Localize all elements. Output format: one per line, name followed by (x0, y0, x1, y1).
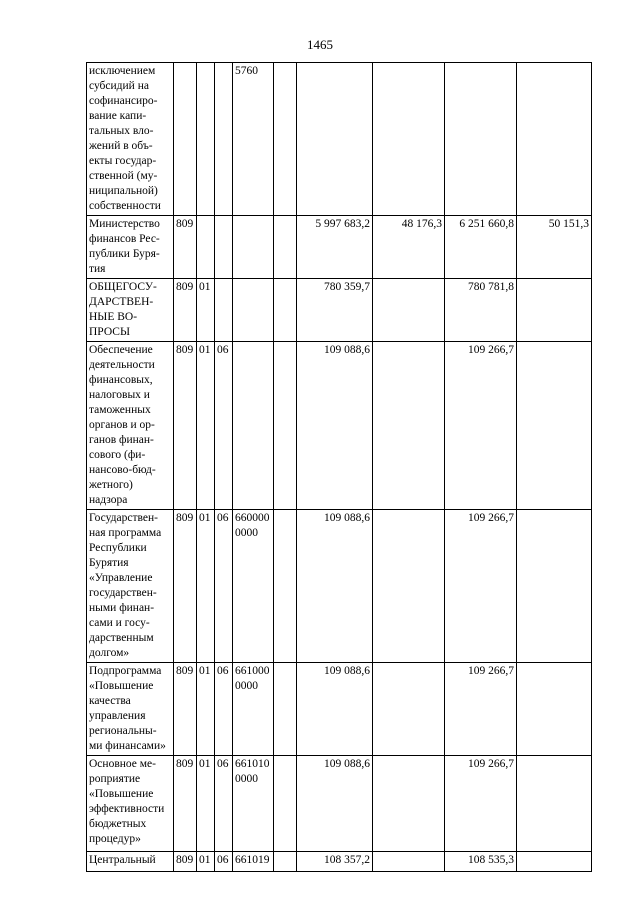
row-name-line: финансов Рес- (89, 233, 160, 245)
row-name-line: «Управление (89, 572, 153, 584)
rz-code: 01 (197, 510, 215, 663)
row-name-line: сами и госу- (89, 617, 150, 629)
amount-3: 109 266,7 (445, 510, 517, 663)
page-number: 1465 (307, 37, 333, 52)
rz-code: 01 (197, 342, 215, 510)
amount-4 (517, 342, 592, 510)
amount-1: 109 088,6 (297, 663, 373, 756)
row-name-line: Государствен- (89, 512, 158, 524)
row-name (87, 510, 174, 663)
row-name-line: процедур» (89, 833, 141, 845)
amount-3: 109 266,7 (445, 756, 517, 852)
row-name-line: долгом» (89, 647, 130, 659)
row-name-line: жений в объ- (89, 140, 153, 152)
amount-4 (517, 63, 592, 216)
amount-1: 5 997 683,2 (297, 216, 373, 279)
rz-code (197, 216, 215, 279)
row-name-line: ганов финан- (89, 434, 154, 446)
row-name-line: бюджетных (89, 818, 147, 830)
row-name (87, 216, 174, 279)
row-name-line: вание капи- (89, 110, 147, 122)
vr-code (274, 342, 297, 510)
row-name-line: ственной (му- (89, 170, 158, 182)
row-name-line: жетного) (89, 479, 133, 491)
csr-code-line: 0000 (235, 773, 258, 785)
table-row (87, 216, 592, 279)
pr-code (215, 279, 233, 342)
csr-code-line: 0000 (235, 527, 258, 539)
csr-code-line: 661010 (235, 758, 270, 770)
pr-code (215, 63, 233, 216)
row-name-line: тальных вло- (89, 125, 154, 137)
csr-code-line: 0000 (235, 680, 258, 692)
csr-code (233, 279, 274, 342)
row-name-line: Бурятия (89, 557, 129, 569)
amount-1: 109 088,6 (297, 510, 373, 663)
row-name-line: тия (89, 263, 106, 275)
row-name-line: Республики (89, 542, 147, 554)
row-name-line: сового (фи- (89, 449, 146, 461)
row-name-line: публики Буря- (89, 248, 160, 260)
csr-code (233, 216, 274, 279)
rz-code: 01 (197, 663, 215, 756)
amount-3: 108 535,3 (445, 852, 517, 872)
table-row (87, 63, 592, 216)
row-name-line: Обеспечение (89, 344, 153, 356)
amount-2 (373, 510, 445, 663)
row-name (87, 852, 174, 872)
row-name-line: органов и ор- (89, 419, 155, 431)
amount-2 (373, 342, 445, 510)
amount-2 (373, 756, 445, 852)
table-body (87, 63, 592, 872)
row-name-line: ными финан- (89, 602, 155, 614)
row-name (87, 63, 174, 216)
gr-code: 809 (174, 852, 197, 872)
row-name-line: качества (89, 695, 131, 707)
row-name-line: налоговых и (89, 389, 150, 401)
amount-2 (373, 852, 445, 872)
table-row (87, 852, 592, 872)
csr-code-line: 5760 (235, 65, 258, 77)
vr-code (274, 510, 297, 663)
gr-code: 809 (174, 756, 197, 852)
amount-1 (297, 63, 373, 216)
row-name (87, 663, 174, 756)
row-name-line: ОБЩЕГОСУ- (89, 281, 157, 293)
row-name-line: ПРОСЫ (89, 326, 130, 338)
amount-1: 780 359,7 (297, 279, 373, 342)
amount-4 (517, 510, 592, 663)
row-name-line: «Повышение (89, 788, 154, 800)
vr-code (274, 852, 297, 872)
amount-4 (517, 663, 592, 756)
table-row (87, 342, 592, 510)
row-name-line: субсидий на (89, 80, 149, 92)
pr-code: 06 (215, 852, 233, 872)
pr-code: 06 (215, 663, 233, 756)
gr-code: 809 (174, 279, 197, 342)
amount-3: 780 781,8 (445, 279, 517, 342)
pr-code: 06 (215, 342, 233, 510)
gr-code: 809 (174, 342, 197, 510)
amount-4 (517, 852, 592, 872)
amount-3: 6 251 660,8 (445, 216, 517, 279)
row-name-line: ниципальной) (89, 185, 158, 197)
row-name-line: собственности (89, 200, 161, 212)
row-name-line: екты государ- (89, 155, 157, 167)
gr-code: 809 (174, 663, 197, 756)
budget-table (86, 62, 592, 872)
row-name-line: софинансиро- (89, 95, 158, 107)
row-name (87, 279, 174, 342)
row-name-line: деятельности (89, 359, 155, 371)
row-name-line: таможенных (89, 404, 151, 416)
rz-code: 01 (197, 756, 215, 852)
amount-4: 50 151,3 (517, 216, 592, 279)
csr-code (233, 342, 274, 510)
csr-code-line: 660000 (235, 512, 270, 524)
row-name (87, 756, 174, 852)
row-name-line: Министерство (89, 218, 160, 230)
amount-1: 109 088,6 (297, 342, 373, 510)
row-name-line: управления (89, 710, 146, 722)
table-row (87, 756, 592, 852)
row-name-line: ДАРСТВЕН- (89, 296, 154, 308)
gr-code: 809 (174, 510, 197, 663)
amount-3 (445, 63, 517, 216)
row-name-line: Подпрограмма (89, 665, 162, 677)
amount-3: 109 266,7 (445, 663, 517, 756)
amount-2 (373, 63, 445, 216)
amount-1: 108 357,2 (297, 852, 373, 872)
amount-1: 109 088,6 (297, 756, 373, 852)
pr-code: 06 (215, 756, 233, 852)
row-name-line: региональны- (89, 725, 157, 737)
rz-code: 01 (197, 852, 215, 872)
vr-code (274, 63, 297, 216)
pr-code: 06 (215, 510, 233, 663)
amount-2 (373, 663, 445, 756)
csr-code (233, 852, 274, 872)
row-name-line: дарственным (89, 632, 154, 644)
row-name-line: эффективности (89, 803, 165, 815)
row-name-line: «Повышение (89, 680, 154, 692)
amount-2 (373, 279, 445, 342)
csr-code (233, 663, 274, 756)
gr-code: 809 (174, 216, 197, 279)
row-name-line: ми финансами» (89, 740, 166, 752)
amount-2: 48 176,3 (373, 216, 445, 279)
rz-code (197, 63, 215, 216)
amount-4 (517, 756, 592, 852)
vr-code (274, 216, 297, 279)
pr-code (215, 216, 233, 279)
csr-code (233, 510, 274, 663)
row-name (87, 342, 174, 510)
row-name-line: исключением (89, 65, 156, 77)
row-name-line: финансовых, (89, 374, 153, 386)
rz-code: 01 (197, 279, 215, 342)
csr-code-line: 661019 (235, 854, 270, 866)
csr-code (233, 63, 274, 216)
row-name-line: НЫЕ ВО- (89, 311, 138, 323)
vr-code (274, 279, 297, 342)
row-name-line: роприятие (89, 773, 141, 785)
vr-code (274, 756, 297, 852)
table-row (87, 663, 592, 756)
csr-code-line: 661000 (235, 665, 270, 677)
row-name-line: нансово-бюд- (89, 464, 156, 476)
table-row (87, 510, 592, 663)
table-row (87, 279, 592, 342)
row-name-line: надзора (89, 494, 128, 506)
row-name-line: государствен- (89, 587, 157, 599)
amount-4 (517, 279, 592, 342)
amount-3: 109 266,7 (445, 342, 517, 510)
vr-code (274, 663, 297, 756)
csr-code (233, 756, 274, 852)
row-name-line: Центральный (89, 854, 156, 866)
gr-code (174, 63, 197, 216)
row-name-line: ная программа (89, 527, 162, 539)
row-name-line: Основное ме- (89, 758, 156, 770)
